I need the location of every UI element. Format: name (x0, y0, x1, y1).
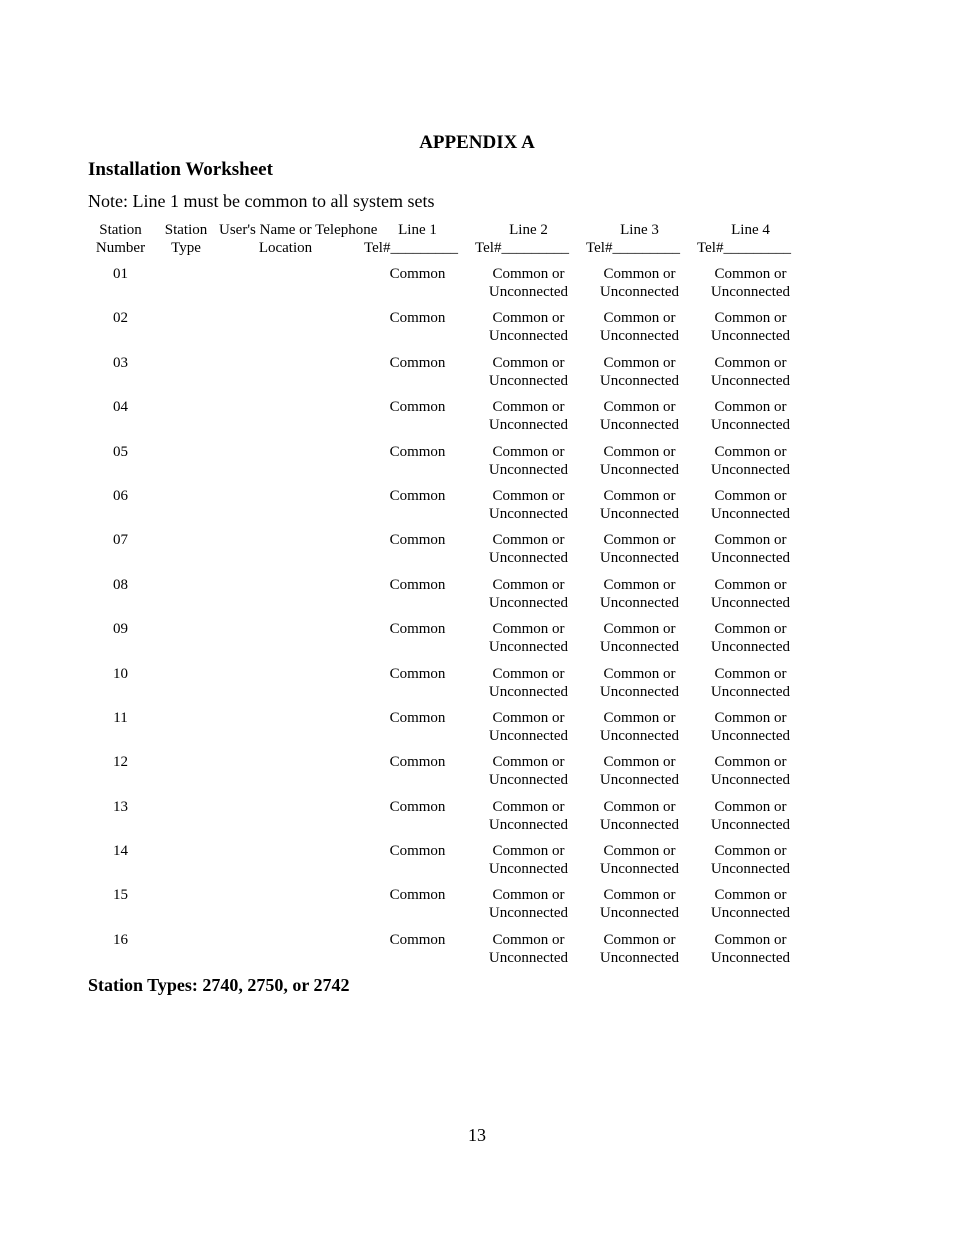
user-name-cell (219, 576, 352, 620)
user-name-cell (219, 487, 352, 531)
header-line-4: Line 4 Tel#_________ (695, 221, 806, 265)
table-row (88, 753, 868, 797)
table-row (88, 398, 868, 442)
user-name-cell (219, 354, 352, 398)
line-1-value: Common (389, 709, 446, 726)
line-1-value: Common (389, 487, 446, 504)
line-1-value: Common (389, 931, 446, 948)
line-4-value: Common or Unconnected (710, 487, 791, 522)
station-number: 05 (113, 443, 128, 460)
user-name-cell (219, 620, 352, 664)
user-name-cell (219, 398, 352, 442)
station-type-cell (153, 487, 219, 531)
table-row (88, 531, 868, 575)
station-type-cell (153, 665, 219, 709)
line-1-value: Common (389, 266, 446, 282)
header-line-3: Line 3 Tel#_________ (584, 221, 695, 265)
line-1-note: Note: Line 1 must be common to all system sets (88, 191, 435, 211)
line-2-value: Common or Unconnected (488, 576, 569, 611)
line-2-tel-blank: Tel#_________ (475, 240, 569, 256)
line-4-value: Common or Unconnected (710, 621, 791, 656)
line-1-value: Common (389, 754, 446, 771)
station-type-cell (153, 753, 219, 797)
line-3-value: Common or Unconnected (599, 310, 680, 345)
line-1-value: Common (389, 665, 446, 682)
line-1-value: Common (389, 354, 446, 371)
station-type-cell (153, 709, 219, 753)
line-1-value: Common (389, 798, 446, 815)
user-name-cell (219, 309, 352, 353)
line-4-value: Common or Unconnected (710, 843, 791, 878)
station-type-cell (153, 354, 219, 398)
table-row (88, 443, 868, 487)
station-number: 14 (113, 843, 128, 860)
station-number: 04 (113, 399, 128, 416)
line-3-value: Common or Unconnected (599, 754, 680, 789)
table-row (88, 709, 868, 753)
line-3-value: Common or Unconnected (599, 931, 680, 966)
station-type-cell (153, 309, 219, 353)
line-4-value: Common or Unconnected (710, 532, 791, 567)
line-2-value: Common or Unconnected (488, 621, 569, 656)
line-4-value: Common or Unconnected (710, 443, 791, 478)
station-number: 01 (113, 266, 128, 282)
station-type-cell (153, 443, 219, 487)
line-2-value: Common or Unconnected (488, 709, 569, 744)
line-4-value: Common or Unconnected (710, 266, 791, 300)
appendix-title: APPENDIX A (419, 132, 535, 153)
line-2-value: Common or Unconnected (488, 266, 569, 300)
installation-worksheet-table (88, 221, 868, 975)
line-3-value: Common or Unconnected (599, 576, 680, 611)
user-name-cell (219, 709, 352, 753)
header-station-type: Station Type (164, 222, 208, 256)
line-3-value: Common or Unconnected (599, 621, 680, 656)
line-1-value: Common (389, 843, 446, 860)
table-row (88, 886, 868, 930)
station-number: 13 (113, 798, 128, 815)
section-title: Installation Worksheet (88, 159, 273, 180)
station-number: 09 (113, 621, 128, 638)
line-4-value: Common or Unconnected (710, 798, 791, 833)
table-row (88, 576, 868, 620)
table-row (88, 354, 868, 398)
station-number: 08 (113, 576, 128, 593)
header-line-2: Line 2 Tel#_________ (473, 221, 584, 265)
line-3-value: Common or Unconnected (599, 798, 680, 833)
line-3-value: Common or Unconnected (599, 443, 680, 478)
line-2-value: Common or Unconnected (488, 443, 569, 478)
station-number: 06 (113, 487, 128, 504)
line-1-value: Common (389, 621, 446, 638)
user-name-cell (219, 798, 352, 842)
line-4-tel-blank: Tel#_________ (697, 240, 791, 256)
station-number: 11 (113, 709, 128, 726)
line-2-value: Common or Unconnected (488, 843, 569, 878)
line-4-value: Common or Unconnected (710, 709, 791, 744)
station-type-cell (153, 531, 219, 575)
station-number: 16 (113, 931, 128, 948)
station-type-cell (153, 886, 219, 930)
table-row (88, 265, 868, 309)
station-number: 03 (113, 354, 128, 371)
user-name-cell (219, 931, 352, 975)
line-2-value: Common or Unconnected (488, 532, 569, 567)
line-3-tel-blank: Tel#_________ (586, 240, 680, 256)
line-3-value: Common or Unconnected (599, 354, 680, 389)
table-header-row (88, 221, 868, 265)
line-2-value: Common or Unconnected (488, 354, 569, 389)
station-number: 15 (113, 887, 128, 904)
line-3-value: Common or Unconnected (599, 399, 680, 434)
line-3-value: Common or Unconnected (599, 266, 680, 300)
user-name-cell (219, 842, 352, 886)
user-name-cell (219, 665, 352, 709)
line-4-value: Common or Unconnected (710, 754, 791, 789)
station-number: 07 (113, 532, 128, 549)
station-number: 02 (113, 310, 128, 327)
page-number: 13 (468, 1125, 486, 1145)
line-3-value: Common or Unconnected (599, 843, 680, 878)
line-4-value: Common or Unconnected (710, 354, 791, 389)
station-type-cell (153, 798, 219, 842)
table-row (88, 665, 868, 709)
line-4-value: Common or Unconnected (710, 310, 791, 345)
user-name-cell (219, 753, 352, 797)
table-row (88, 931, 868, 975)
header-station-number: Station Number (95, 222, 146, 256)
line-1-value: Common (389, 399, 446, 416)
header-user-name: User's Name or Telephone Location (219, 222, 378, 256)
line-1-value: Common (389, 443, 446, 460)
line-4-value: Common or Unconnected (710, 399, 791, 434)
user-name-cell (219, 265, 352, 309)
line-1-value: Common (389, 576, 446, 593)
user-name-cell (219, 886, 352, 930)
user-name-cell (219, 443, 352, 487)
table-row (88, 487, 868, 531)
line-4-value: Common or Unconnected (710, 665, 791, 700)
station-type-cell (153, 576, 219, 620)
line-2-value: Common or Unconnected (488, 887, 569, 922)
table-row (88, 798, 868, 842)
user-name-cell (219, 531, 352, 575)
line-4-value: Common or Unconnected (710, 887, 791, 922)
line-2-value: Common or Unconnected (488, 487, 569, 522)
line-4-value: Common or Unconnected (710, 931, 791, 966)
line-2-value: Common or Unconnected (488, 931, 569, 966)
header-line-1: Line 1 Tel#_________ (362, 221, 473, 265)
table-row (88, 842, 868, 886)
station-type-cell (153, 265, 219, 309)
table-row (88, 309, 868, 353)
line-2-value: Common or Unconnected (488, 399, 569, 434)
line-1-value: Common (389, 532, 446, 549)
station-number: 10 (113, 665, 128, 682)
station-type-cell (153, 931, 219, 975)
station-type-cell (153, 842, 219, 886)
line-2-value: Common or Unconnected (488, 665, 569, 700)
line-4-value: Common or Unconnected (710, 576, 791, 611)
line-3-value: Common or Unconnected (599, 665, 680, 700)
station-type-cell (153, 620, 219, 664)
station-type-cell (153, 398, 219, 442)
line-2-value: Common or Unconnected (488, 798, 569, 833)
line-3-value: Common or Unconnected (599, 487, 680, 522)
line-2-value: Common or Unconnected (488, 754, 569, 789)
station-number: 12 (113, 754, 128, 771)
line-1-value: Common (389, 887, 446, 904)
line-2-value: Common or Unconnected (488, 310, 569, 345)
line-1-tel-blank: Tel#_________ (364, 240, 458, 256)
station-types-footer: Station Types: 2740, 2750, or 2742 (88, 975, 350, 995)
line-3-value: Common or Unconnected (599, 709, 680, 744)
table-row (88, 620, 868, 664)
line-3-value: Common or Unconnected (599, 887, 680, 922)
line-3-value: Common or Unconnected (599, 532, 680, 567)
line-1-value: Common (389, 310, 446, 327)
table-body (88, 265, 868, 975)
